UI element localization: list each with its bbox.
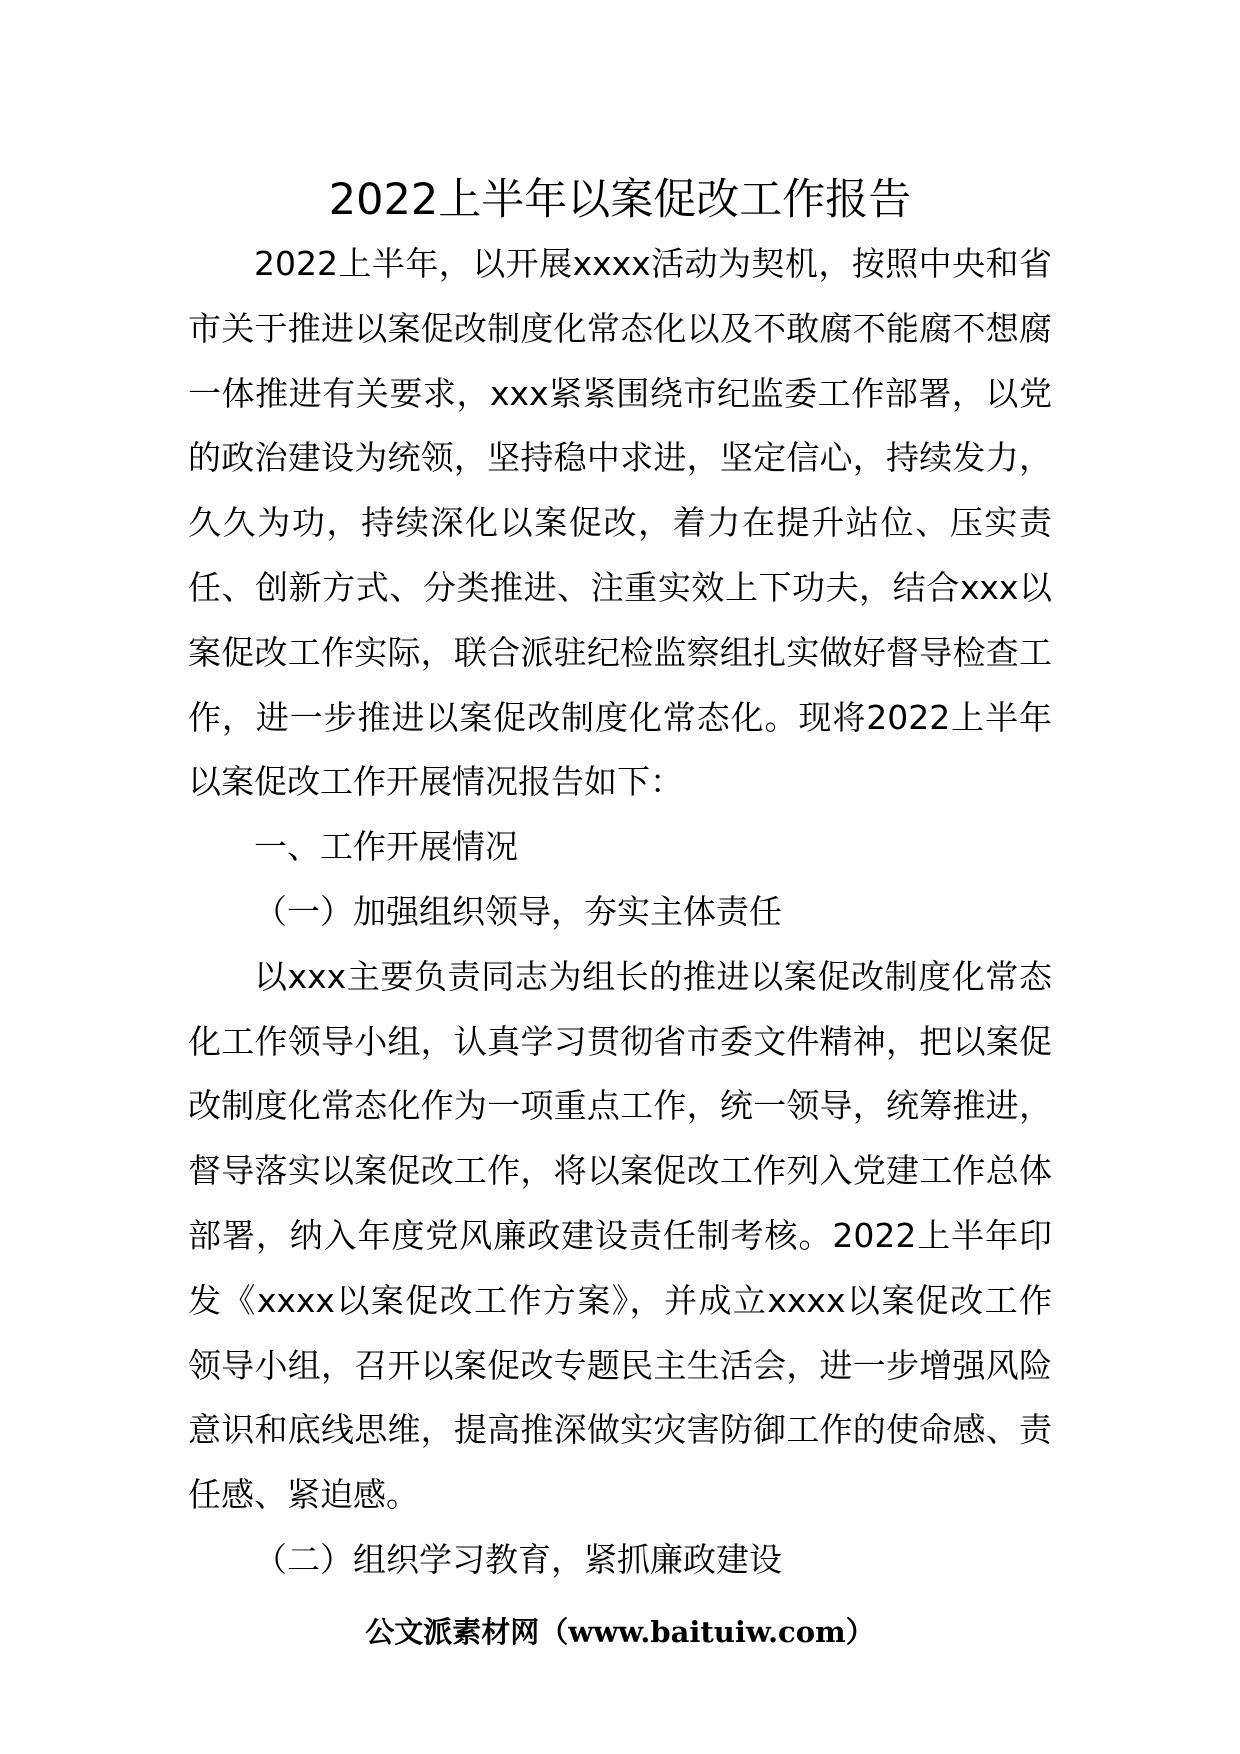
body-paragraph-1: 以xxx主要负责同志为组长的推进以案促改制度化常态化工作领导小组，认真学习贯彻省市委文件精神，把以案促改制度化常态化作为一项重点工作，统一领导，统筹推进，督导落实以案促改工作，将以案促改工作列入党建工作总体部署，纳入年度党风廉政建设责任制考核。2022上半年印发《xxxx以案促改工作方案》，并成立xxxx以案促改工作领导小组，召开以案促改专题民主生活会，进一步增强风险意识和底线思维，提高推深做实灾害防御工作的使命感、责任感、紧迫感。 (188, 956, 1052, 1515)
section-heading-1: 一、工作开展情况 (254, 827, 518, 867)
subsection-heading-2: （二）组织学习教育，紧抓廉政建设 (254, 1539, 782, 1579)
intro-paragraph: 2022上半年，以开展xxxx活动为契机，按照中央和省市关于推进以案促改制度化常态化以及不敢腐不能腐不想腐一体推进有关要求，xxx紧紧围绕市纪监委工作部署，以党的政治建设为统领，坚持稳中求进，坚定信心，持续发力，久久为功，持续深化以案促改，着力在提升站位、压实责任、创新方式、分类推进、注重实效上下功夫，结合xxx以案促改工作实际，联合派驻纪检监察组扎实做好督导检查工作，进一步推进以案促改制度化常态化。现将2022上半年以案促改工作开展情况报告如下： (188, 244, 1052, 802)
source-footer: 公文派素材网（www.baituiw.com） (365, 1615, 875, 1649)
document-title: 2022上半年以案促改工作报告 (328, 175, 912, 225)
document-body (188, 232, 1052, 1593)
subsection-heading-1: （一）加强组织领导，夯实主体责任 (254, 891, 782, 931)
